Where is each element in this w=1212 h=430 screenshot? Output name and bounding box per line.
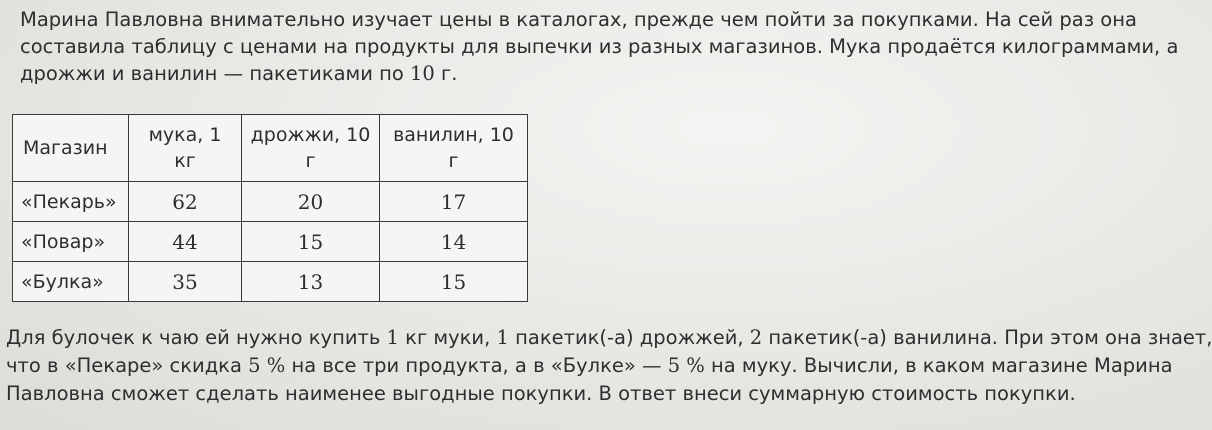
header-vanillin-line-2: г bbox=[448, 150, 459, 172]
task-line-2 bbox=[6, 352, 1212, 380]
task-line-2-text: на все три продукта, а в «Булке» — bbox=[285, 354, 668, 377]
task-line-1 bbox=[6, 324, 1212, 352]
vanillin-price: 17 bbox=[380, 182, 528, 222]
shop-name: «Повар» bbox=[13, 222, 129, 262]
yeast-price: 20 bbox=[242, 182, 380, 222]
task-paragraph bbox=[6, 324, 1212, 408]
pekar-discount: 5 % bbox=[248, 354, 286, 377]
task-line-1-text: пакетик(-а) ванилина. При этом она знает, bbox=[762, 326, 1212, 349]
vanillin-quantity: 2 bbox=[749, 326, 763, 349]
bulka-discount: 5 % bbox=[667, 354, 705, 377]
vanillin-price: 14 bbox=[380, 222, 528, 262]
header-flour bbox=[129, 115, 242, 182]
shop-name: «Булка» bbox=[13, 262, 129, 302]
shop-name: «Пекарь» bbox=[13, 182, 129, 222]
yeast-price: 15 bbox=[242, 222, 380, 262]
flour-price: 62 bbox=[129, 182, 242, 222]
intro-line-1: Марина Павловна внимательно изучает цены в каталогах, прежде чем пойти за покупками. На сей раз она bbox=[20, 8, 1137, 31]
flour-price: 44 bbox=[129, 222, 242, 262]
intro-line-3-unit: г. bbox=[434, 62, 458, 85]
intro-package-weight: 10 bbox=[410, 62, 435, 85]
table-row bbox=[13, 222, 528, 262]
header-yeast-line-1: дрожжи, 10 bbox=[250, 124, 371, 146]
intro-paragraph bbox=[20, 6, 1178, 87]
intro-line-3 bbox=[20, 60, 1178, 87]
vanillin-price: 15 bbox=[380, 262, 528, 302]
task-line-2-text: на муку. Вычисли, в каком магазине Марина bbox=[704, 354, 1173, 377]
price-table bbox=[12, 114, 528, 302]
table-header-row bbox=[13, 115, 528, 182]
yeast-price: 13 bbox=[242, 262, 380, 302]
header-yeast bbox=[242, 115, 380, 182]
header-vanillin bbox=[380, 115, 528, 182]
yeast-quantity: 1 bbox=[496, 326, 509, 349]
task-line-1-text: Для булочек к чаю ей нужно купить bbox=[6, 326, 387, 349]
header-shop: Магазин bbox=[13, 115, 129, 182]
flour-price: 35 bbox=[129, 262, 242, 302]
header-vanillin-line-1: ванилин, 10 bbox=[393, 124, 514, 146]
table-row bbox=[13, 262, 528, 302]
intro-line-2: составила таблицу с ценами на продукты для выпечки из разных магазинов. Мука продаётся килограммами, а bbox=[20, 35, 1179, 58]
header-flour-line-2: кг bbox=[174, 150, 196, 172]
task-line-2-text: что в «Пекаре» скидка bbox=[6, 354, 249, 377]
task-line-3: Павловна сможет сделать наименее выгодные покупки. В ответ внеси суммарную стоимость покупки. bbox=[6, 382, 1076, 405]
intro-line-3-text: дрожжи и ванилин — пакетиками по bbox=[20, 62, 411, 85]
header-yeast-line-2: г bbox=[305, 150, 316, 172]
task-line-1-text: кг муки, bbox=[398, 326, 497, 349]
table-row bbox=[13, 182, 528, 222]
flour-quantity: 1 bbox=[386, 326, 399, 349]
task-line-1-text: пакетик(-а) дрожжей, bbox=[508, 326, 750, 349]
header-flour-line-1: мука, 1 bbox=[148, 124, 222, 146]
